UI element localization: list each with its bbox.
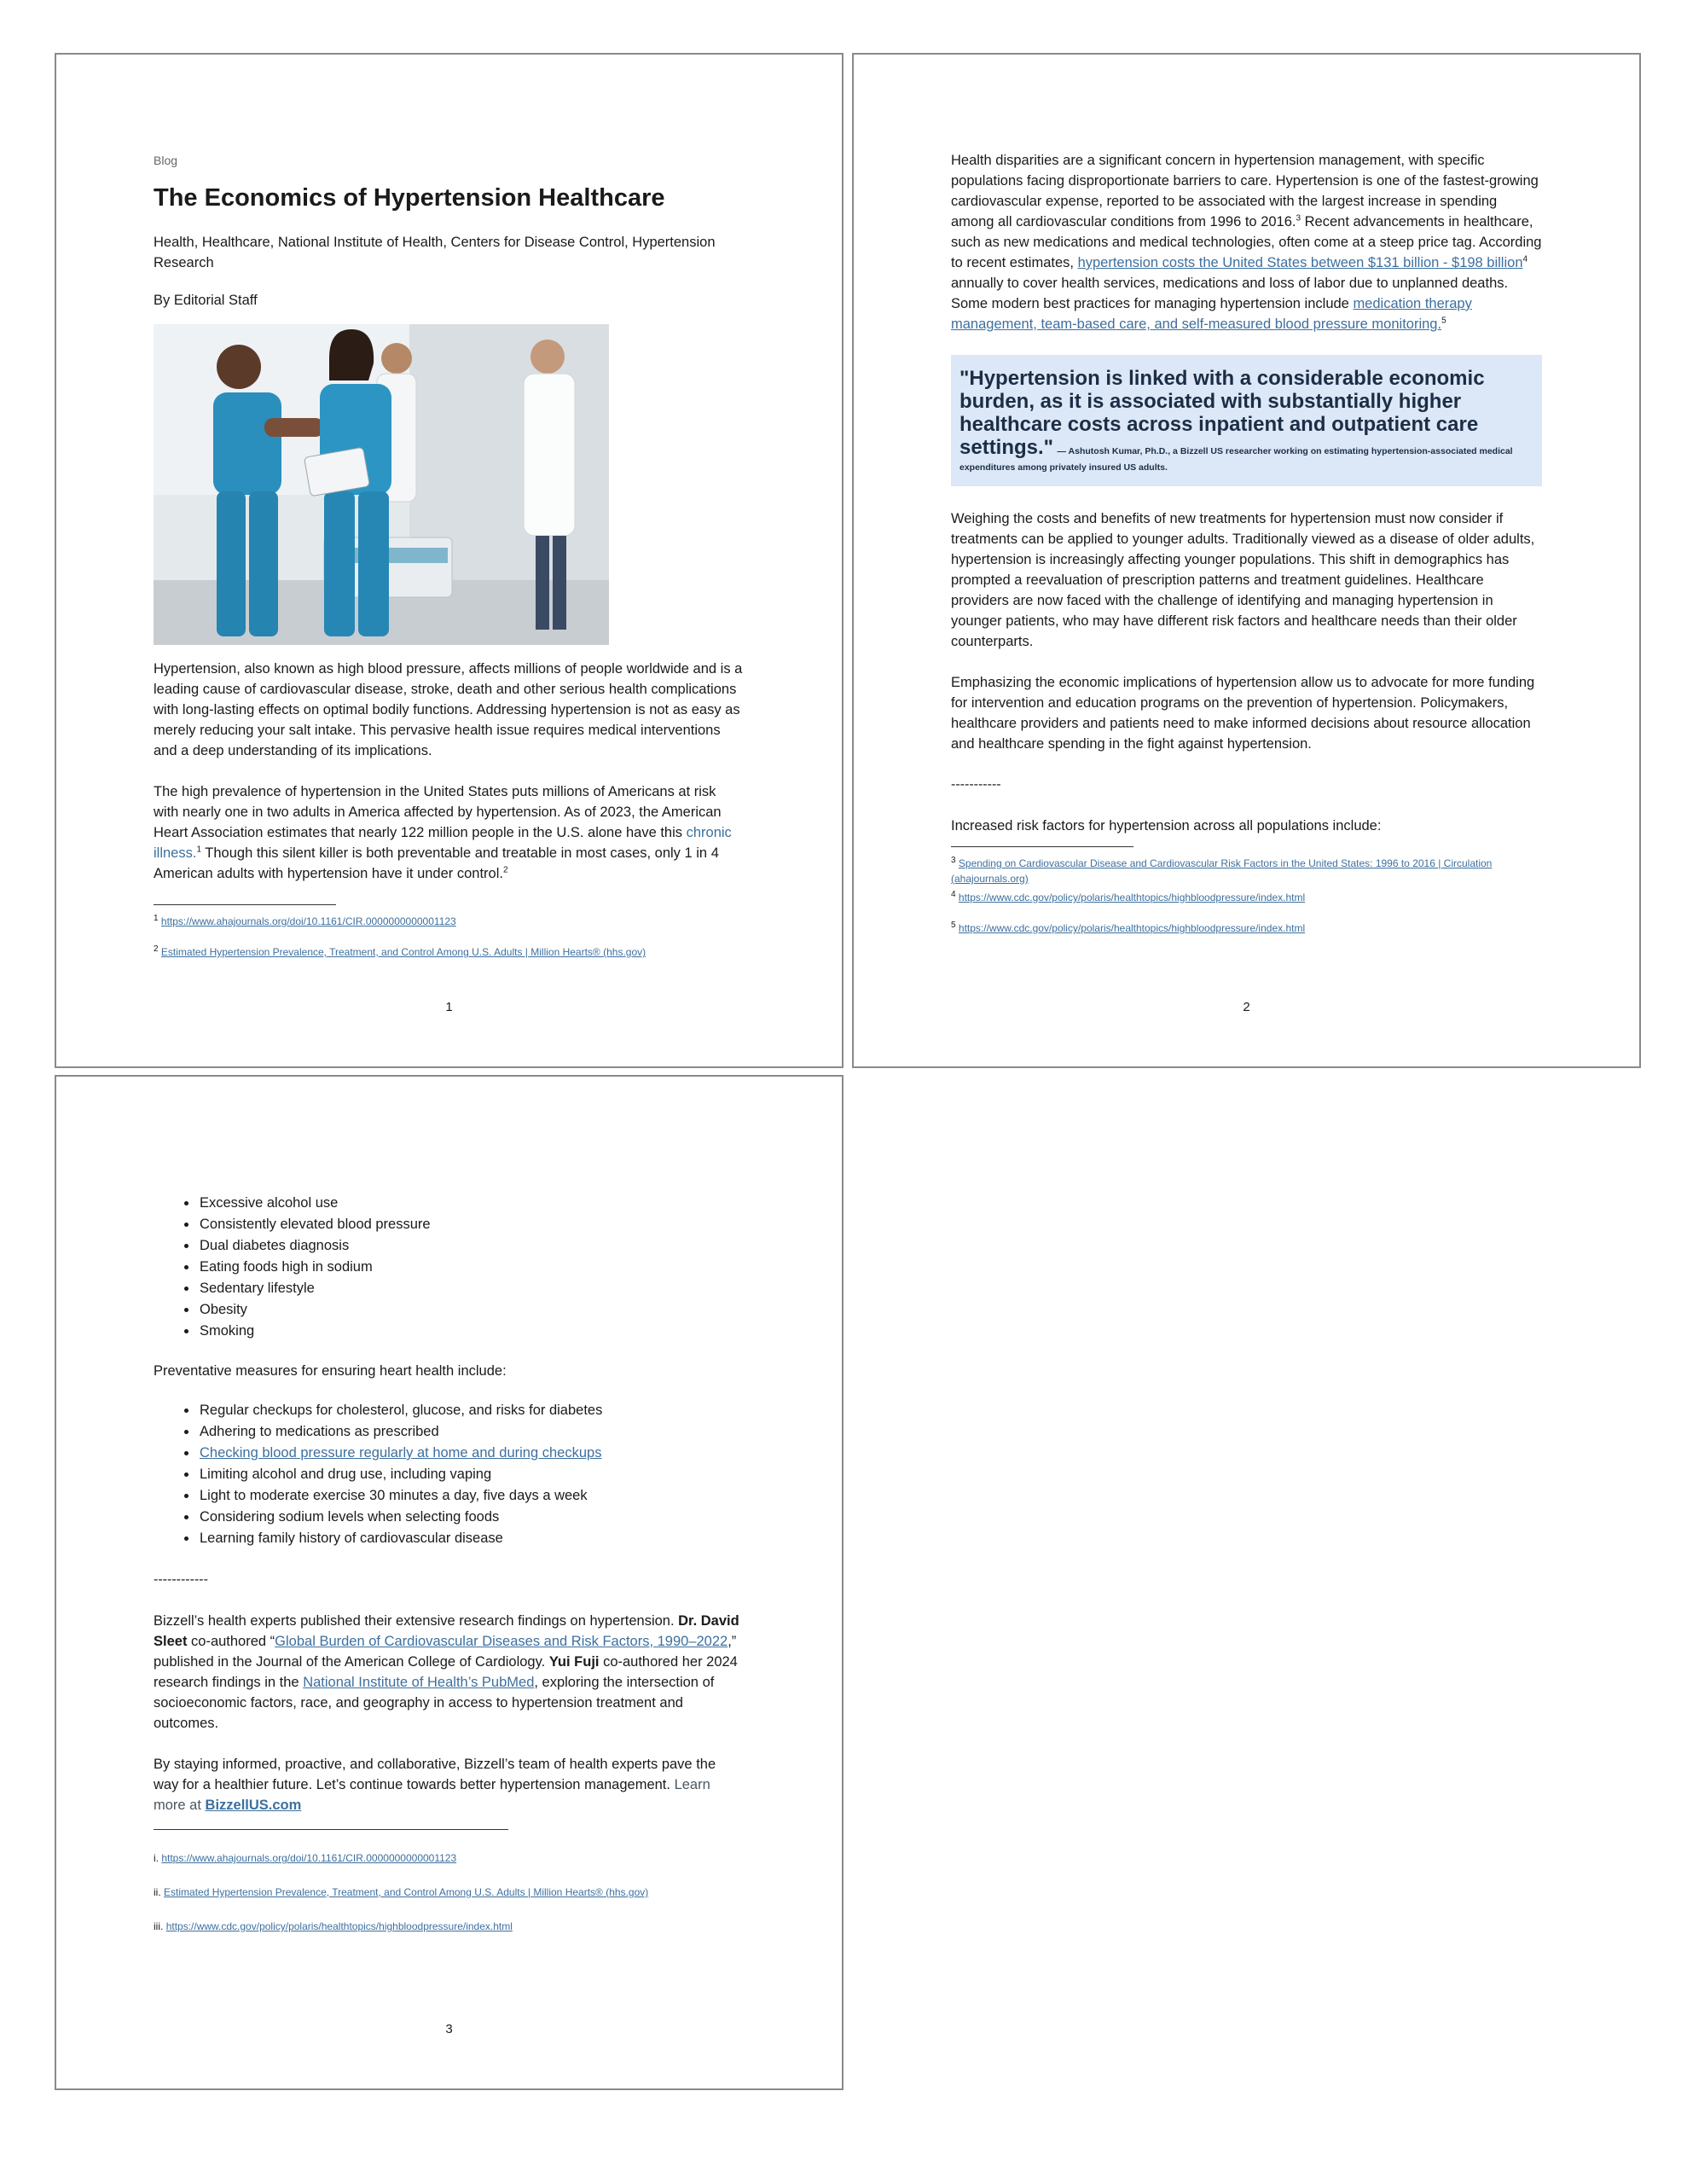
research-paragraph bbox=[154, 1611, 745, 1734]
prevalence-text-b: Though this silent killer is both preventable and treatable in most cases, only 1 in 4 American adults with hypertension have it under control. bbox=[154, 845, 719, 881]
preventative-intro: Preventative measures for ensuring heart health include: bbox=[154, 1363, 507, 1379]
footnote-1 bbox=[154, 914, 745, 929]
economic-implications-paragraph: Emphasizing the economic implications of hypertension allow us to advocate for more funding for intervention and education programs on the prevention of hypertension. Policymakers, healthcare providers and patients need to make informed decisions about resource allocation and healthcare spending in the fight against hypertension. bbox=[951, 675, 1535, 752]
endnote-3-link[interactable]: https://www.cdc.gov/policy/polaris/healthtopics/highbloodpressure/index.html bbox=[165, 1920, 513, 1932]
document-page-3 bbox=[55, 1075, 844, 2090]
global-burden-link[interactable]: Global Burden of Cardiovascular Diseases and Risk Factors, 1990–2022 bbox=[275, 1634, 728, 1649]
nurses-photo-illustration bbox=[154, 324, 609, 645]
footnote-2-number: 2 bbox=[154, 944, 159, 954]
blog-label: Blog bbox=[154, 154, 178, 167]
list-item: • Light to moderate exercise 30 minutes a day, five days a week bbox=[198, 1485, 745, 1507]
footnote-separator-2 bbox=[951, 846, 1133, 847]
footnote-5 bbox=[951, 921, 1542, 936]
list-item: • Obesity bbox=[198, 1299, 745, 1321]
prevalence-paragraph bbox=[154, 781, 745, 884]
bizzell-website-link[interactable]: BizzellUS.com bbox=[205, 1798, 302, 1813]
hypertension-costs-link[interactable]: hypertension costs the United States between $131 billion - $198 billion bbox=[1077, 255, 1523, 270]
chronic-illness-link[interactable]: chronic illness. bbox=[154, 825, 732, 861]
footnote-1-link[interactable]: https://www.ahajournals.org/doi/10.1161/CIR.0000000000001123 bbox=[160, 915, 456, 927]
author-name-sleet: Dr. David Sleet bbox=[154, 1613, 739, 1649]
section-divider: ------------ bbox=[154, 1572, 208, 1587]
list-item: • Smoking bbox=[198, 1321, 745, 1342]
disparities-paragraph bbox=[951, 150, 1542, 334]
byline: By Editorial Staff bbox=[154, 293, 258, 308]
endnote-1-link[interactable]: https://www.ahajournals.org/doi/10.1161/CIR.0000000000001123 bbox=[161, 1852, 457, 1864]
list-item: • Excessive alcohol use bbox=[198, 1193, 745, 1214]
disparities-text-b: Recent advancements in healthcare, such as new medications and medical technologies, often come at a steep price tag. According to recent estimates, bbox=[951, 214, 1542, 270]
list-item: • Regular checkups for cholesterol, glucose, and risks for diabetes bbox=[198, 1400, 745, 1421]
document-page-1 bbox=[55, 53, 844, 1068]
page-number-1: 1 bbox=[445, 1000, 453, 1014]
research-text-c: ,” published in the Journal of the American College of Cardiology. bbox=[154, 1634, 737, 1670]
endnote-1-label: i. bbox=[154, 1852, 159, 1864]
research-text-b: co-authored “ bbox=[187, 1634, 275, 1649]
footnote-separator bbox=[154, 904, 336, 905]
footnote-3-link[interactable]: Spending on Cardiovascular Disease and Cardiovascular Risk Factors in the United States: 1996 to 2016 | Circulation (ahajournals.org) bbox=[951, 857, 1493, 885]
endnote-2-link[interactable]: Estimated Hypertension Prevalence, Treatment, and Control Among U.S. Adults | Million Hearts® (hhs.gov) bbox=[164, 1886, 649, 1898]
endnote-3-label: iii. bbox=[154, 1920, 164, 1932]
list-item: • Dual diabetes diagnosis bbox=[198, 1235, 745, 1257]
pull-quote-text: "Hypertension is linked with a considerable economic burden, as it is associated with substantially higher healthcare costs across inpatient and outpatient care settings." bbox=[959, 367, 1485, 459]
risk-factors-list bbox=[154, 1193, 745, 1342]
footnote-5-link[interactable]: https://www.cdc.gov/policy/polaris/healthtopics/highbloodpressure/index.html bbox=[958, 922, 1306, 934]
endnote-3 bbox=[154, 1919, 745, 1934]
footnote-ref-5[interactable]: 5 bbox=[1441, 316, 1446, 326]
endnote-2 bbox=[154, 1885, 745, 1900]
endnote-separator bbox=[154, 1829, 508, 1830]
endnote-2-label: ii. bbox=[154, 1886, 161, 1898]
page-number-2: 2 bbox=[1243, 1000, 1250, 1014]
younger-adults-paragraph: Weighing the costs and benefits of new treatments for hypertension must now consider if treatments can be applied to younger adults. Traditionally viewed as a disease of older adults, hypertension is increasingly affecting younger populations. This shift in demographics has prompted a reevaluation of prescription patterns and treatment guidelines. Healthcare providers are now faced with the challenge of identifying and managing hypertension in younger patients, who may have different risk factors and healthcare needs than their older counterparts. bbox=[951, 511, 1535, 649]
learn-more-text: Learn more at bbox=[154, 1777, 710, 1813]
footnote-ref-3[interactable]: 3 bbox=[1296, 213, 1301, 224]
checking-blood-pressure-link[interactable]: Checking blood pressure regularly at home and during checkups bbox=[200, 1445, 602, 1461]
article-title: The Economics of Hypertension Healthcare bbox=[154, 184, 665, 212]
list-item: • Limiting alcohol and drug use, including vaping bbox=[198, 1464, 745, 1485]
list-item: • Consistently elevated blood pressure bbox=[198, 1214, 745, 1235]
prevalence-text-a: The high prevalence of hypertension in the United States puts millions of Americans at risk with nearly one in two adults in America affected by hypertension. As of 2023, the American Heart Association estimates that nearly 122 million people in the U.S. alone have this bbox=[154, 784, 722, 840]
section-divider: ----------- bbox=[951, 777, 1001, 792]
list-item: • Sedentary lifestyle bbox=[198, 1278, 745, 1299]
list-item: • Learning family history of cardiovascular disease bbox=[198, 1528, 745, 1549]
list-item bbox=[198, 1443, 745, 1464]
author-name-fuji: Yui Fuji bbox=[548, 1654, 600, 1670]
footnote-ref-4[interactable]: 4 bbox=[1522, 254, 1528, 264]
intro-paragraph: Hypertension, also known as high blood pressure, affects millions of people worldwide and is a leading cause of cardiovascular disease, stroke, death and other serious health complications with long-lasting effects on optimal bodily functions. Addressing hypertension is not as easy as merely reducing your salt intake. This pervasive health issue requires medical interventions and a deep understanding of its implications. bbox=[154, 661, 743, 758]
closing-paragraph bbox=[154, 1754, 745, 1815]
disparities-text-a: Health disparities are a significant concern in hypertension management, with specific populations facing disproportionate barriers to care. Hypertension is one of the fastest-growing cardiovascular expense, reported to be associated with the largest increase in spending among all cardiovascular conditions from 1996 to 2016. bbox=[951, 153, 1539, 229]
footnote-2-link[interactable]: Estimated Hypertension Prevalence, Treatment, and Control Among U.S. Adults | Million Hearts® (hhs.gov) bbox=[160, 946, 646, 958]
research-text-a: Bizzell’s health experts published their extensive research findings on hypertension. bbox=[154, 1613, 679, 1629]
footnote-2 bbox=[154, 944, 745, 960]
footnote-4-link[interactable]: https://www.cdc.gov/policy/polaris/healthtopics/highbloodpressure/index.html bbox=[958, 892, 1306, 903]
disparities-text-c: annually to cover health services, medications and loss of labor due to unplanned deaths. Some modern best practices for managing hypertension include bbox=[951, 276, 1509, 311]
pull-quote-attribution: — Ashutosh Kumar, Ph.D., a Bizzell US researcher working on estimating hypertension-associated medical expenditures among privately insured US adults. bbox=[959, 446, 1513, 473]
pubmed-link[interactable]: National Institute of Health’s PubMed bbox=[303, 1675, 535, 1690]
list-item: • Eating foods high in sodium bbox=[198, 1257, 745, 1278]
footnote-3 bbox=[951, 856, 1542, 886]
risk-factors-intro: Increased risk factors for hypertension across all populations include: bbox=[951, 818, 1382, 834]
page-1-content bbox=[154, 150, 745, 975]
footnote-5-number: 5 bbox=[951, 921, 956, 930]
research-text-d: co-authored her 2024 research findings in the bbox=[154, 1654, 738, 1690]
page-number-3: 3 bbox=[445, 2022, 453, 2036]
pull-quote bbox=[951, 355, 1542, 486]
footnote-3-number: 3 bbox=[951, 856, 956, 865]
list-item: • Adhering to medications as prescribed bbox=[198, 1421, 745, 1443]
page-2-content bbox=[951, 150, 1542, 951]
document-page-2 bbox=[852, 53, 1641, 1068]
article-tags: Health, Healthcare, National Institute of Health, Centers for Disease Control, Hypertension Research bbox=[154, 235, 716, 270]
footnote-ref-1[interactable]: 1 bbox=[196, 845, 201, 855]
footnote-ref-2[interactable]: 2 bbox=[502, 865, 508, 875]
footnote-4-number: 4 bbox=[951, 890, 956, 899]
best-practices-link[interactable]: medication therapy management, team-based care, and self-measured blood pressure monitoring. bbox=[951, 296, 1472, 332]
research-text-e: , exploring the intersection of socioeconomic factors, race, and geography in access to hypertension treatment and outcomes. bbox=[154, 1675, 715, 1731]
footnote-1-number: 1 bbox=[154, 914, 159, 923]
endnote-1 bbox=[154, 1850, 745, 1866]
list-item: • Considering sodium levels when selecting foods bbox=[198, 1507, 745, 1528]
article-hero-image bbox=[154, 324, 609, 645]
closing-text: By staying informed, proactive, and collaborative, Bizzell’s team of health experts pave the way for a healthier future. Let’s continue towards better hypertension management. bbox=[154, 1757, 716, 1792]
page-3-content bbox=[154, 1193, 745, 1953]
preventative-list bbox=[154, 1400, 745, 1549]
footnote-4 bbox=[951, 890, 1542, 905]
